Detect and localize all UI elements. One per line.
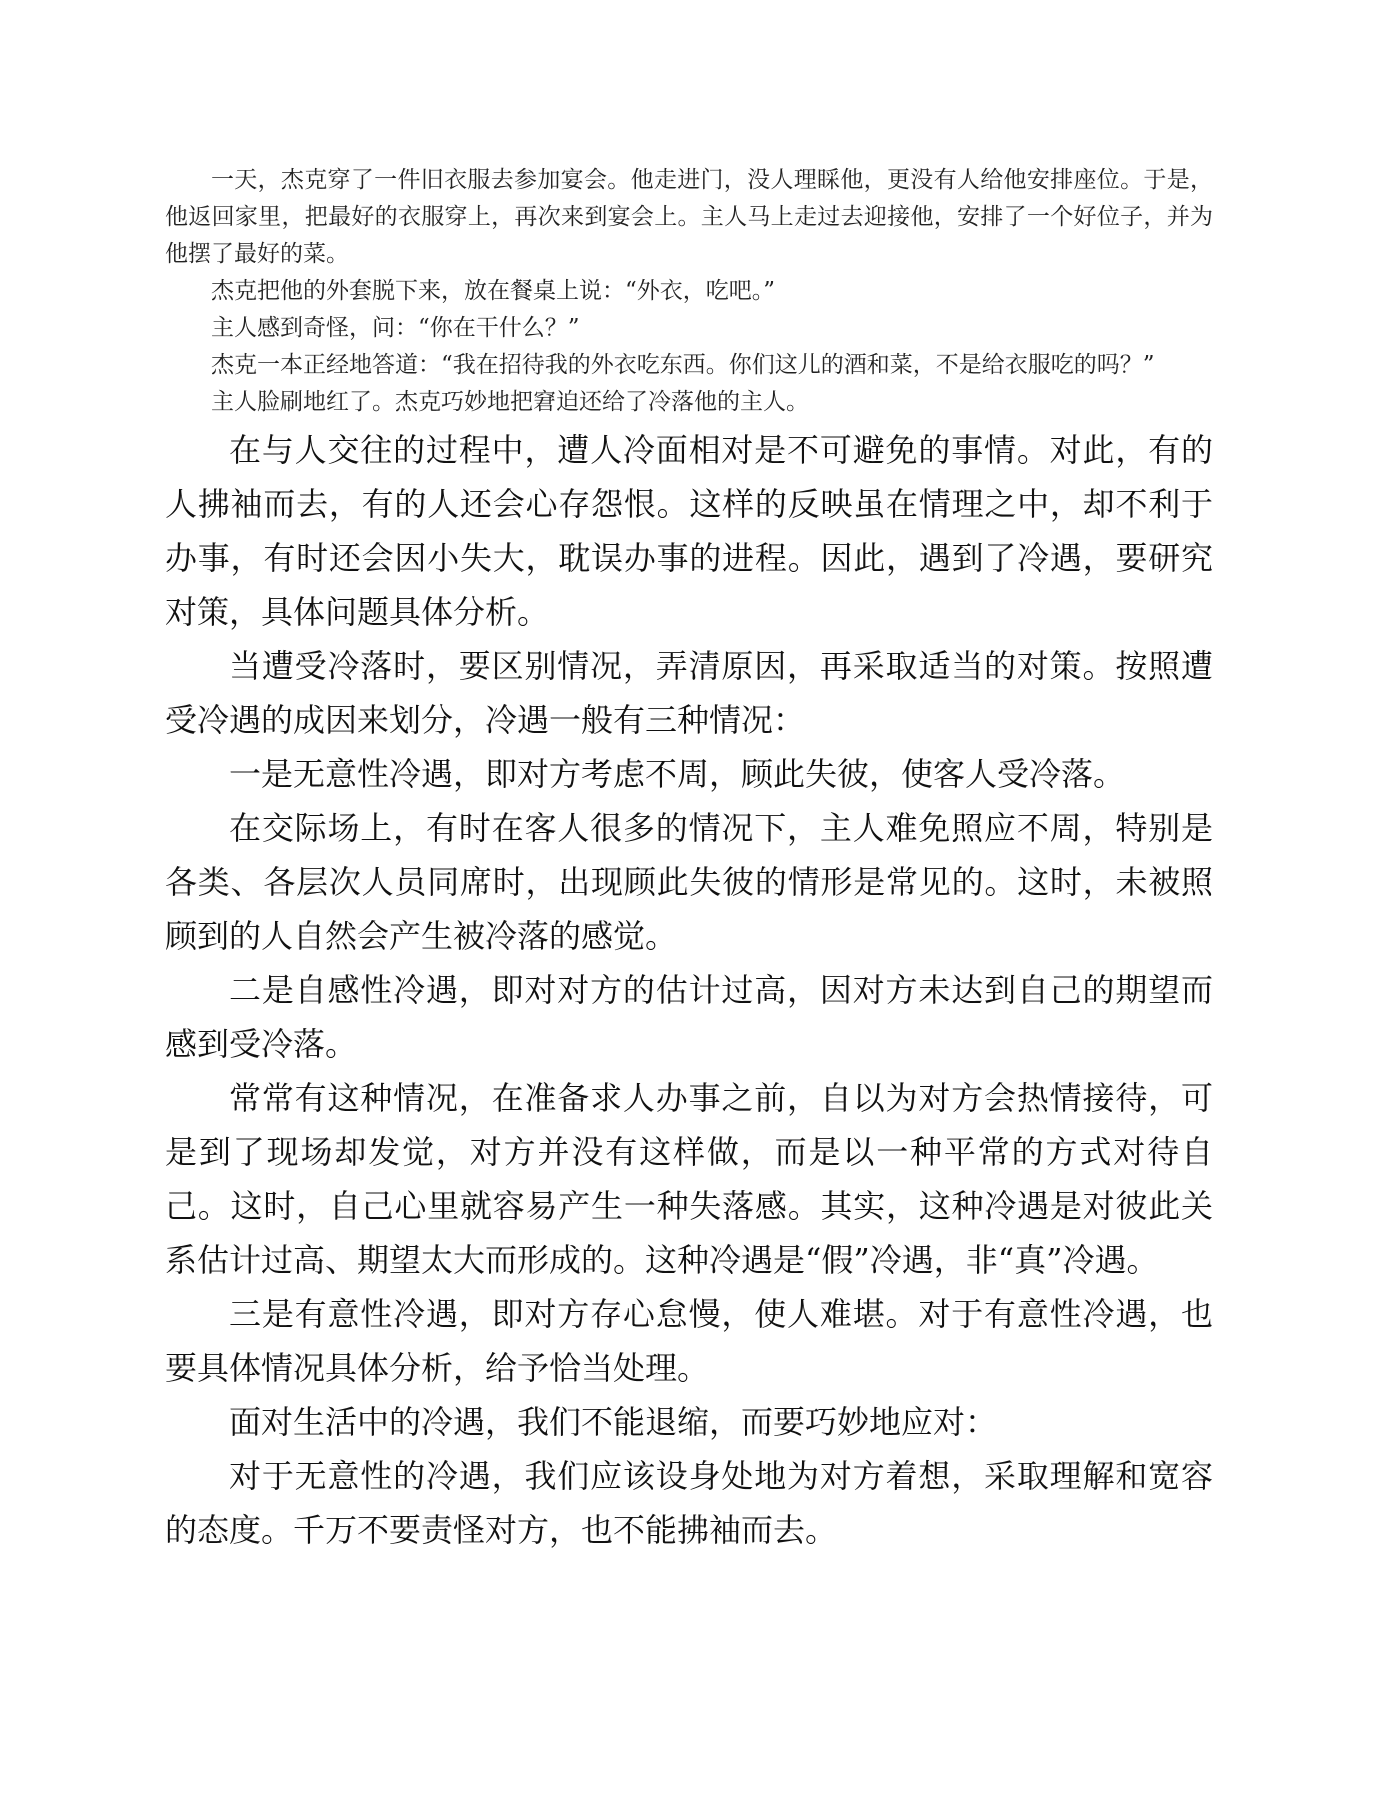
essay-paragraph: 面对生活中的冷遇，我们不能退缩，而要巧妙地应对： — [229, 1403, 998, 1441]
essay-paragraph: 当遭受冷落时，要区别情况，弄清原因，再采取适当的对策。按照遭受冷遇的成因来划分，冷遇一般有三种情况： — [165, 647, 1213, 739]
story-paragraph: 杰克把他的外套脱下来，放在餐桌上说：“外衣，吃吧。” — [211, 278, 776, 304]
essay-paragraph: 三是有意性冷遇，即对方存心怠慢，使人难堪。对于有意性冷遇，也要具体情况具体分析，给予恰当处理。 — [165, 1295, 1213, 1387]
document-page — [165, 162, 1213, 1557]
essay-paragraph: 在交际场上，有时在客人很多的情况下，主人难免照应不周，特别是各类、各层次人员同席时，出现顾此失彼的情形是常见的。这时，未被照顾到的人自然会产生被冷落的感觉。 — [165, 809, 1213, 955]
story-paragraph: 杰克一本正经地答道：“我在招待我的外衣吃东西。你们这儿的酒和菜，不是给衣服吃的吗？” — [211, 352, 1155, 378]
story-paragraph: 主人脸刷地红了。杰克巧妙地把窘迫还给了冷落他的主人。 — [211, 389, 809, 415]
story-paragraph: 一天，杰克穿了一件旧衣服去参加宴会。他走进门，没人理睬他，更没有人给他安排座位。于是，他返回家里，把最好的衣服穿上，再次来到宴会上。主人马上走过去迎接他，安排了一个好位子，并为他摆了最好的菜。 — [165, 167, 1213, 267]
story-paragraph: 主人感到奇怪，问：“你在干什么？” — [211, 315, 580, 341]
anecdote-section — [165, 162, 1213, 421]
essay-paragraph: 常常有这种情况，在准备求人办事之前，自以为对方会热情接待，可是到了现场却发觉，对方并没有这样做，而是以一种平常的方式对待自己。这时，自己心里就容易产生一种失落感。其实，这种冷遇是对彼此关系估计过高、期望太大而形成的。这种冷遇是“假”冷遇，非“真”冷遇。 — [165, 1079, 1213, 1279]
essay-paragraph: 一是无意性冷遇，即对方考虑不周，顾此失彼，使客人受冷落。 — [229, 755, 1126, 793]
essay-paragraph: 对于无意性的冷遇，我们应该设身处地为对方着想，采取理解和宽容的态度。千万不要责怪对方，也不能拂袖而去。 — [165, 1457, 1213, 1549]
essay-section — [165, 423, 1213, 1557]
essay-paragraph: 二是自感性冷遇，即对对方的估计过高，因对方未达到自己的期望而感到受冷落。 — [165, 971, 1213, 1063]
essay-paragraph: 在与人交往的过程中，遭人冷面相对是不可避免的事情。对此，有的人拂袖而去，有的人还会心存怨恨。这样的反映虽在情理之中，却不利于办事，有时还会因小失大，耽误办事的进程。因此，遇到了冷遇，要研究对策，具体问题具体分析。 — [165, 431, 1213, 631]
